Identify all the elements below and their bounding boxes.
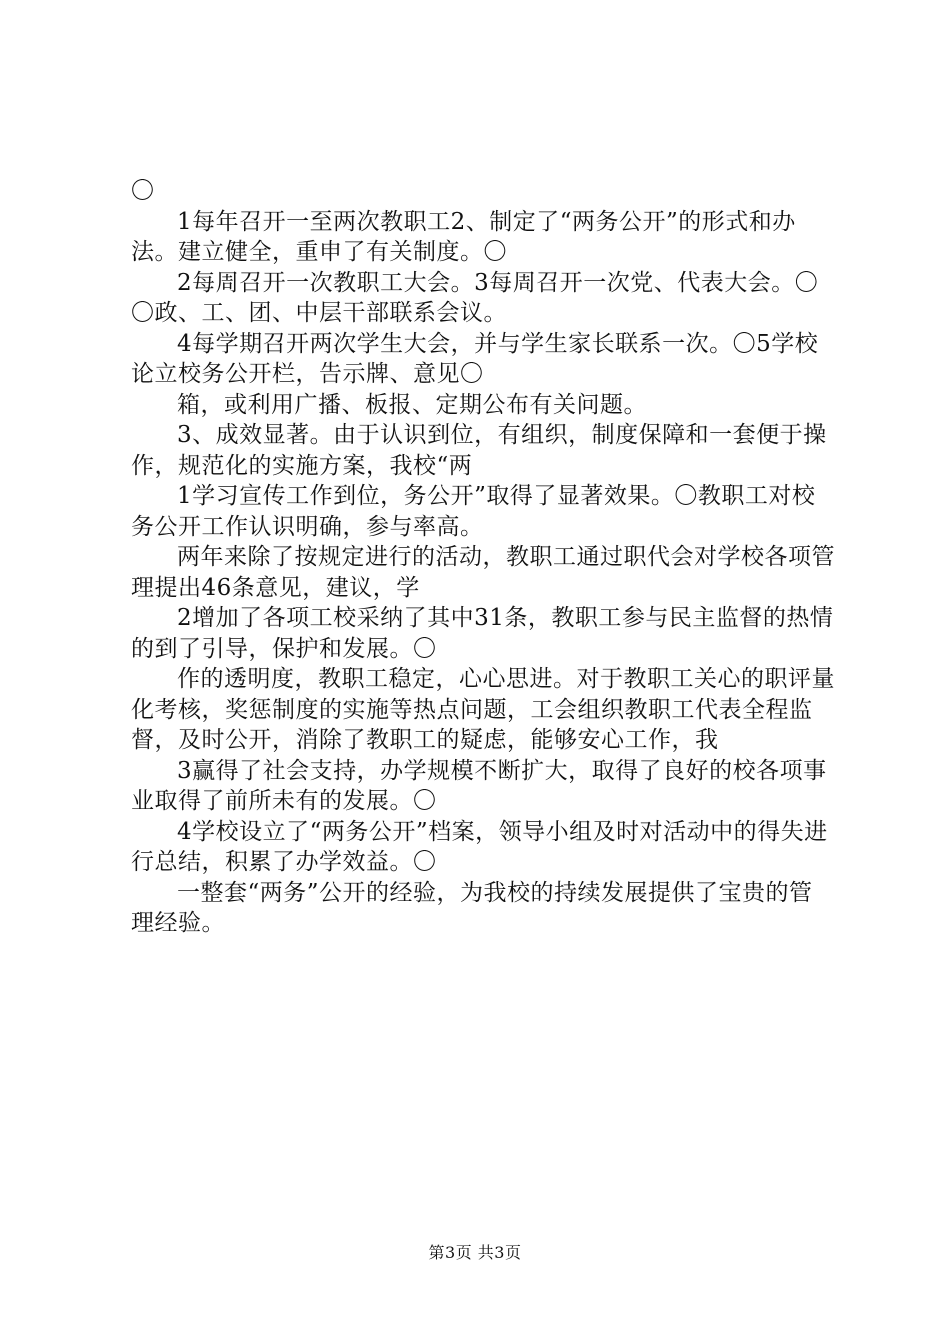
- paragraph-5: 3、成效显著。由于认识到位，有组织，制度保障和一套便于操作，规范化的实施方案，我校“两: [131, 422, 827, 479]
- paragraph-12: 一整套“两务”公开的经验，为我校的持续发展提供了宝贵的管理经验。: [131, 879, 813, 936]
- paragraph-2: 2每周召开一次教职工大会。3每周召开一次党、代表大会。〇〇政、工、团、中层干部联系会议。: [131, 269, 819, 326]
- paragraph-11: 4学校设立了“两务公开”档案，领导小组及时对活动中的得失进行总结，积累了办学效益。〇: [131, 818, 828, 875]
- paragraph-9: 作的透明度，教职工稳定，心心思进。对于教职工关心的职评量化考核，奖惩制度的实施等热点问题，工会组织教职工代表全程监督，及时公开，消除了教职工的疑虑，能够安心工作，我: [131, 666, 835, 753]
- paragraph-7: 两年来除了按规定进行的活动，教职工通过职代会对学校各项管理提出46条意见，建议，学: [131, 544, 835, 601]
- paragraph-1: 1每年召开一至两次教职工2、制定了“两务公开”的形式和办法。建立健全，重申了有关制度。〇: [131, 208, 796, 265]
- paragraph-8: 2增加了各项工校采纳了其中31条，教职工参与民主监督的热情的到了引导，保护和发展。〇: [131, 605, 834, 662]
- paragraph-10: 3赢得了社会支持，办学规模不断扩大，取得了良好的校各项事业取得了前所未有的发展。〇: [131, 757, 827, 814]
- paragraph-6: 1学习宣传工作到位，务公开”取得了显著效果。〇教职工对校务公开工作认识明确，参与率高。: [131, 483, 816, 540]
- paragraph-4: 箱，或利用广播、板报、定期公布有关问题。: [177, 391, 647, 418]
- page-footer: [0, 1243, 950, 1263]
- paragraph-3: 4每学期召开两次学生大会，并与学生家长联系一次。〇5学校论立校务公开栏，告示牌、意见〇: [131, 330, 819, 387]
- paragraph-0: 〇: [131, 178, 155, 204]
- document-body: [131, 176, 836, 939]
- page-number-label: 第3页 共3页: [428, 1243, 522, 1262]
